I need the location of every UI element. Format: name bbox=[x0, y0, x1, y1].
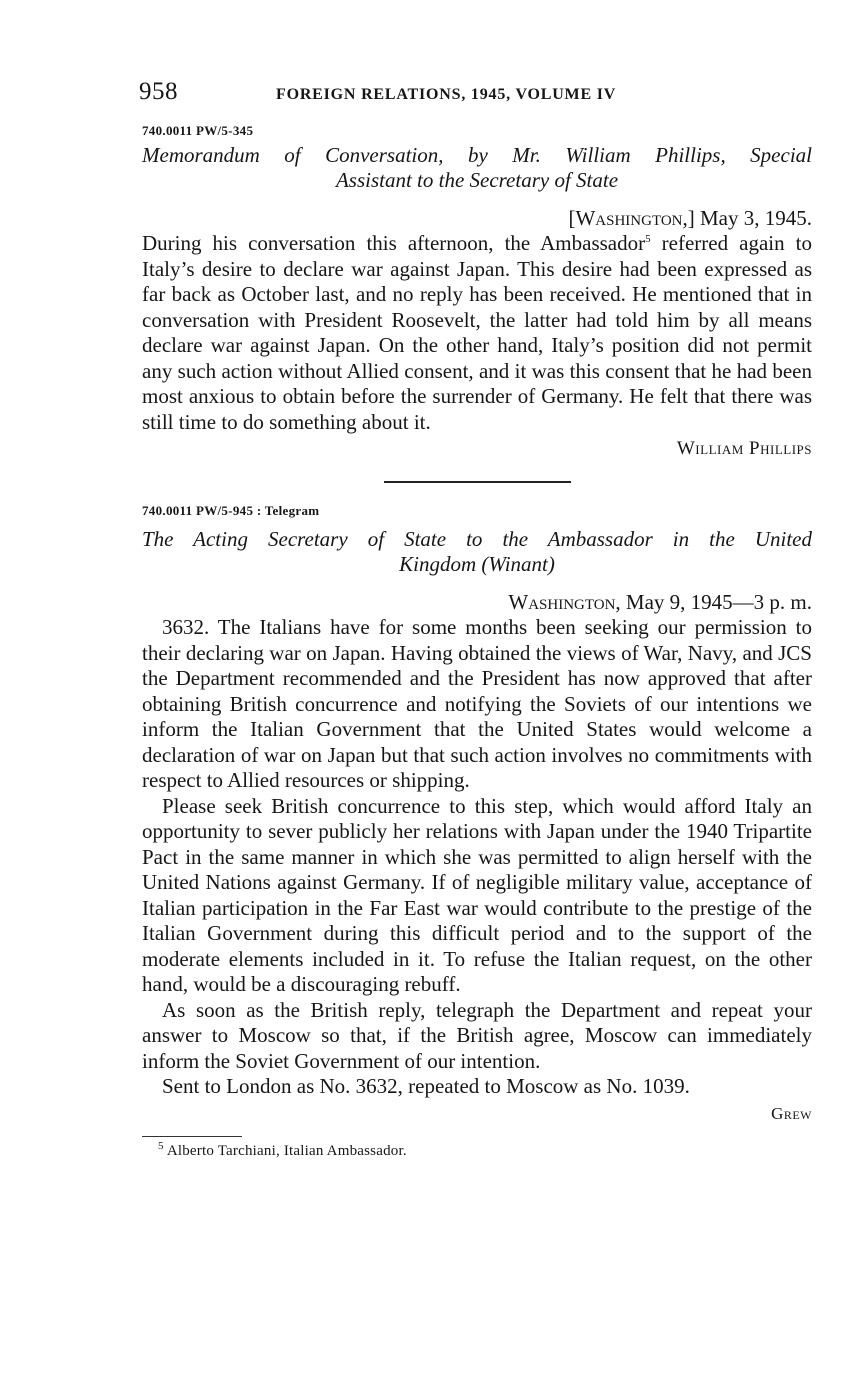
doc1-para-start: During his conversation this afternoon, the Ambassador bbox=[142, 231, 646, 255]
doc2-signature: Grew bbox=[771, 1103, 812, 1123]
footnote-reference: 5 bbox=[645, 233, 651, 245]
doc1-dateline bbox=[142, 205, 812, 231]
running-head: FOREIGN RELATIONS, 1945, VOLUME IV bbox=[276, 86, 617, 103]
doc1-para-rest: referred again to Italy’s desire to declare war against Japan. This desire had been expressed as far back as October last, and no reply has been received. He mentioned that in conversation with President Roosevelt, the latter had told him by all means declare war against Japan. On the other hand, Italy’s position did not permit any such action without Allied consent, and it was this consent that he had been most anxious to obtain before the surrender of Germany. He felt that there was still time to do something about it. bbox=[142, 231, 812, 434]
page-header bbox=[139, 78, 812, 114]
page-number: 958 bbox=[139, 78, 178, 105]
footnote-marker: 5 bbox=[158, 1139, 164, 1152]
doc1-signature: William Phillips bbox=[676, 438, 812, 459]
doc2-file-number: 740.0011 PW/5-945 : Telegram bbox=[142, 503, 320, 518]
footnote-rule bbox=[142, 1136, 242, 1137]
footnote-text: Alberto Tarchiani, Italian Ambassador. bbox=[166, 1142, 407, 1159]
document-page bbox=[139, 78, 812, 1161]
doc2-title-line1: The Acting Secretary of State to the Ambassador in the United bbox=[142, 527, 812, 551]
doc1-dateline-place: [Washington,] bbox=[568, 206, 695, 230]
doc2-paragraph-4: Sent to London as No. 3632, repeated to Moscow as No. 1039. bbox=[162, 1074, 690, 1098]
doc2-dateline-place: Washington, bbox=[508, 590, 621, 614]
doc2-paragraph-1: 3632. The Italians have for some months been seeking our permission to their declaring war on Japan. Having obtained the views of War, Navy, and JCS the Department recommended and the President has now approved that after obtaining British concurrence and notifying the Soviets of our intentions we inform the Italian Government that the United States would welcome a declaration of war on Japan but that such action involves no commitments with respect to Allied resources or shipping. bbox=[142, 615, 812, 792]
doc2-paragraph-3: As soon as the British reply, telegraph the Department and repeat your answer to Moscow so that, if the British agree, Moscow can immediately inform the Soviet Government of our intention. bbox=[142, 997, 812, 1073]
doc1-file-number: 740.0011 PW/5-345 bbox=[142, 123, 254, 138]
doc2-dateline bbox=[142, 589, 812, 615]
doc2-paragraph-2: Please seek British concurrence to this step, which would afford Italy an opportunity to sever publicly her relations with Japan under the 1940 Tripartite Pact in the same manner in which she was permitted to align herself with the United Nations against Germany. If of negligible military value, acceptance of Italian participation in the Far East war would contribute to the prestige of the Italian Government during this difficult period and to the support of the moderate elements included in it. To refuse the Italian request, on the other hand, would be a discouraging rebuff. bbox=[142, 793, 812, 996]
doc1-paragraph bbox=[142, 231, 812, 435]
doc2-dateline-date: May 9, 1945—3 p. m. bbox=[625, 590, 812, 614]
doc1-title-line2: Assistant to the Secretary of State bbox=[335, 168, 619, 192]
doc1-dateline-date: May 3, 1945. bbox=[700, 206, 812, 230]
section-divider bbox=[384, 481, 571, 483]
doc2-title bbox=[142, 527, 812, 577]
doc1-title bbox=[142, 143, 812, 193]
footnote bbox=[142, 1141, 812, 1161]
doc1-title-line1: Memorandum of Conversation, by Mr. William Phillips, Special bbox=[142, 143, 812, 167]
doc2-title-line2: Kingdom (Winant) bbox=[399, 552, 555, 576]
